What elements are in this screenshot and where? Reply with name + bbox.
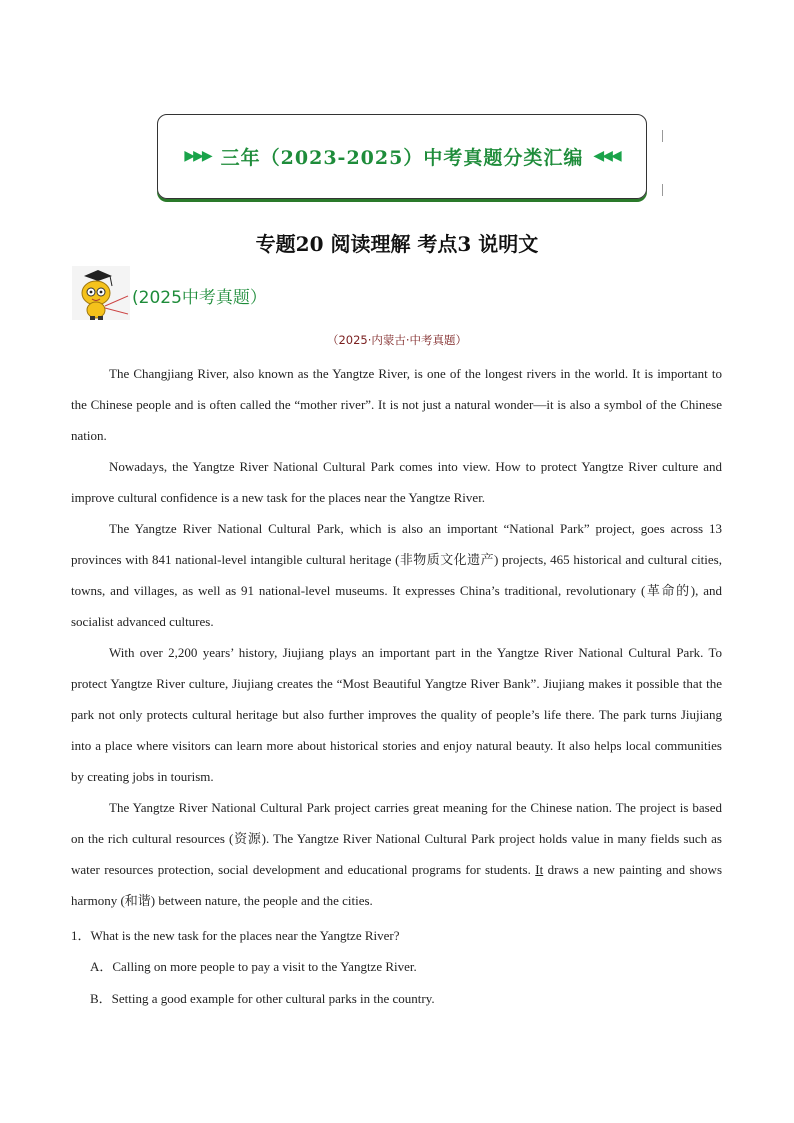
mascot-icon bbox=[72, 266, 130, 320]
paragraph: Nowadays, the Yangtze River National Cultural Park comes into view. How to protect Yangtze River culture and improve cultural confidence is a new task for the places near the Yangtze River. bbox=[71, 459, 722, 505]
paragraph bbox=[71, 792, 722, 916]
reading-passage bbox=[71, 358, 722, 916]
paragraph: The Yangtze River National Cultural Park, which is also an important “National Park” project, goes across 13 provinces with 841 national-level intangible cultural heritage (非物质文化遗产) projects, 465 historical and cultural cities, towns, and villages, as well as 91 national-level museums. It expresses China’s traditional, revolutionary (革命的), and socialist advanced cultures. bbox=[71, 521, 722, 629]
header-banner bbox=[157, 114, 647, 199]
divider-tick bbox=[662, 130, 663, 142]
answer-option[interactable]: A．Calling on more people to pay a visit to the Yangtze River. bbox=[90, 959, 417, 974]
paragraph-text: The Yangtze River National Cultural Park project carries great meaning for the Chinese nation. The project is based on the rich cultural resources (资源). The Yangtze River National Cultural Park project holds value in many fields such as water resources protection, social development and educational programs for students. bbox=[71, 800, 722, 877]
question-stem: 1．What is the new task for the places near the Yangtze River? bbox=[71, 928, 400, 943]
answer-option[interactable]: B．Setting a good example for other cultural parks in the country. bbox=[90, 991, 435, 1006]
page-title: 专题20 阅读理解 考点3 说明文 bbox=[255, 232, 539, 256]
paragraph: The Changjiang River, also known as the Yangtze River, is one of the longest rivers in the world. It is important to the Chinese people and is often called the “mother river”. It is not just a natural wonder—it is also a symbol of the Chinese nation. bbox=[71, 366, 722, 443]
section-heading: (2025中考真题） bbox=[132, 288, 267, 308]
underlined-word: It bbox=[535, 862, 544, 877]
question-source: （2025·内蒙古·中考真题） bbox=[326, 333, 468, 347]
paragraph: With over 2,200 years’ history, Jiujiang plays an important part in the Yangtze River National Cultural Park. To protect Yangtze River culture, Jiujiang creates the “Most Beautiful Yangtze River Bank”. Jiujiang makes it possible that the park not only protects cultural heritage but also further improves the quality of people’s life there. The park turns Jiujiang into a place where visitors can learn more about historical stories and enjoy natural beauty. It also helps local communities by creating jobs in tourism. bbox=[71, 645, 722, 784]
divider-tick bbox=[662, 184, 663, 196]
right-arrows-icon: ▶▶▶ bbox=[184, 149, 211, 164]
banner-title: 三年（2023-2025）中考真题分类汇编 bbox=[220, 147, 584, 169]
paragraph-text: draws a new painting and shows harmony (和谐) between nature, the people and the cities. bbox=[71, 862, 722, 908]
left-arrows-icon: ◀◀◀ bbox=[593, 149, 620, 164]
